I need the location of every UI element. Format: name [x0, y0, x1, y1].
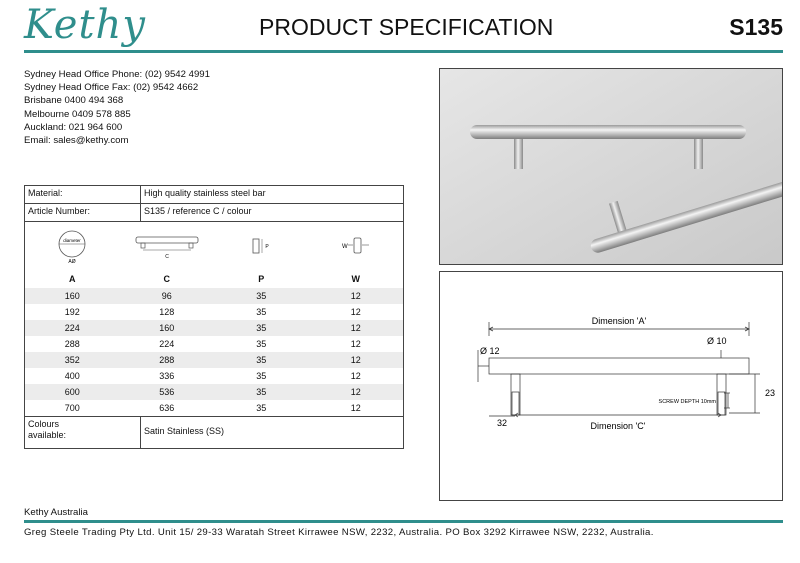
colours-value: Satin Stainless (SS)	[144, 426, 225, 436]
contact-line: Brisbane 0400 494 368	[24, 95, 124, 107]
table-cell: 12	[309, 304, 404, 320]
table-cell: 160	[25, 288, 120, 304]
dimension-header	[25, 270, 403, 288]
diameter-text: diameter	[63, 238, 82, 243]
a-diameter-text: AØ	[68, 259, 76, 265]
table-cell: 600	[25, 384, 120, 400]
table-row	[25, 384, 403, 400]
table-row	[25, 320, 403, 336]
spec-table	[24, 185, 404, 449]
table-cell: 352	[25, 352, 120, 368]
table-cell: 35	[214, 288, 309, 304]
contact-line: Sydney Head Office Phone: (02) 9542 4991	[24, 69, 210, 80]
projection-icon	[214, 222, 309, 270]
contact-line: Sydney Head Office Fax: (02) 9542 4662	[24, 82, 199, 94]
diameter-12-label: Ø 12	[480, 346, 500, 356]
contact-line: Email: sales@kethy.com	[24, 135, 129, 147]
contact-line: Auckland: 021 964 600	[24, 121, 123, 133]
table-row	[25, 288, 403, 304]
dimension-c-label: Dimension 'C'	[590, 421, 646, 431]
dimension-a-label: Dimension 'A'	[591, 316, 647, 326]
diameter-icon	[25, 222, 120, 270]
column-header: W	[351, 274, 360, 284]
table-cell: 35	[214, 368, 309, 384]
table-row	[25, 352, 403, 368]
height-23-label: 23	[764, 388, 776, 398]
page-title: PRODUCT SPECIFICATION	[259, 14, 554, 40]
table-cell: 35	[214, 400, 309, 416]
dimension-table	[25, 288, 403, 416]
article-row	[25, 204, 403, 222]
material-label: Material:	[25, 186, 141, 203]
table-cell: 12	[309, 352, 404, 368]
table-cell: 12	[309, 336, 404, 352]
w-text: W	[341, 244, 348, 250]
colours-label	[25, 417, 141, 448]
contact-details	[24, 68, 210, 147]
table-cell: 160	[120, 320, 215, 336]
width-icon	[309, 222, 404, 270]
dimension-icons	[25, 222, 403, 270]
contact-line: Melbourne 0409 578 885	[24, 108, 131, 120]
table-cell: 35	[214, 384, 309, 400]
table-row	[25, 400, 403, 416]
bar-length-icon	[120, 222, 215, 270]
table-cell: 700	[25, 400, 120, 416]
article-value: S135 / reference C / colour	[144, 206, 252, 216]
footer-address: Greg Steele Trading Pty Ltd. Unit 15/ 29-33 Waratah Street Kirrawee NSW, 2232, Australia. PO Box 3292 Kirrawee NSW, 2232, Australia.	[24, 527, 654, 538]
colours-row	[25, 416, 403, 448]
table-cell: 12	[309, 400, 404, 416]
table-cell: 96	[120, 288, 215, 304]
column-header: A	[69, 274, 76, 284]
material-row	[25, 186, 403, 204]
footer-divider	[24, 520, 783, 523]
table-cell: 12	[309, 288, 404, 304]
diameter-10-label: Ø 10	[707, 336, 727, 346]
header-divider	[24, 50, 783, 53]
table-cell: 192	[25, 304, 120, 320]
material-value: High quality stainless steel bar	[144, 188, 266, 198]
table-row	[25, 368, 403, 384]
table-cell: 12	[309, 320, 404, 336]
table-cell: 35	[214, 320, 309, 336]
width-32-label: 32	[496, 418, 508, 428]
table-cell: 35	[214, 352, 309, 368]
table-cell: 128	[120, 304, 215, 320]
table-cell: 35	[214, 304, 309, 320]
colours-label-line: Colours	[28, 419, 60, 429]
table-row	[25, 304, 403, 320]
table-cell: 224	[120, 336, 215, 352]
table-cell: 224	[25, 320, 120, 336]
column-header: C	[163, 274, 170, 284]
kethy-logo: Kethy	[24, 2, 146, 48]
table-cell: 636	[120, 400, 215, 416]
product-code: S135	[729, 14, 783, 40]
technical-drawing	[439, 271, 783, 501]
table-row	[25, 336, 403, 352]
c-text: C	[164, 254, 169, 260]
table-cell: 400	[25, 368, 120, 384]
table-cell: 12	[309, 368, 404, 384]
screw-depth-label: SCREW DEPTH 10mm	[658, 399, 716, 405]
column-header: P	[258, 274, 265, 284]
table-cell: 288	[120, 352, 215, 368]
article-label: Article Number:	[25, 204, 141, 221]
table-cell: 336	[120, 368, 215, 384]
colours-label-line: available:	[28, 430, 67, 440]
footer-company: Kethy Australia	[24, 507, 88, 518]
table-cell: 288	[25, 336, 120, 352]
product-photo	[439, 68, 783, 265]
p-text: P	[265, 244, 269, 250]
table-cell: 536	[120, 384, 215, 400]
table-cell: 12	[309, 384, 404, 400]
table-cell: 35	[214, 336, 309, 352]
